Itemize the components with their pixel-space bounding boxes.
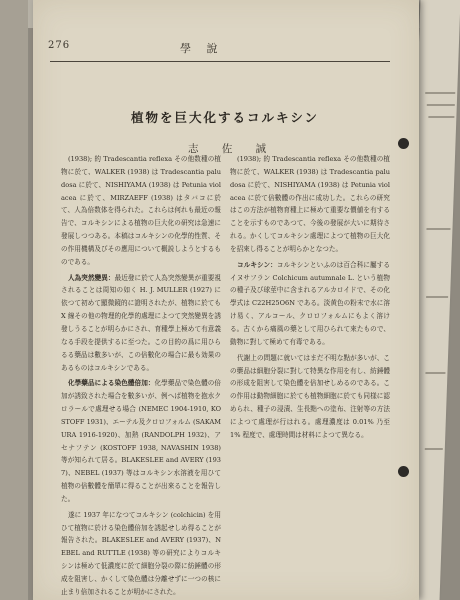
- section-label: 學 說: [180, 42, 224, 55]
- paragraph: (1938); 的 Tradescantia reflexa その他数種の植物に於て、WALKER (1938) は Tradescantia paludosa に於て、NISHIYAMA (1938) は Petunia violacea に於て倍數體の作出に成功した。これらの研究はこの方法が植物育種上に極めて重要な價値を有することを示すものであつて、今後の發展が大いに期待される。かくしてコルキシン處理によつて植物の巨大化を招來し得ることが明らかとなつた。: [230, 155, 390, 253]
- paragraph: コルキシン：コルキシンといふのは百合科に屬するイヌサフラン Colchicum autumnale L. という植物の種子及び球莖中に含まれるアルカロイドで、その化學式は C22H25O6N である。淡黄色の粉末で水に溶け易く、アルコール、クロロフォルムにもよく溶ける。古くから痛風の藥として用ひられて來たもので、動物に對して極めて有毒である。: [230, 260, 390, 346]
- paragraph: 化學藥品による染色體倍加：化學藥品で染色體の倍加が誘致された場合を數多いが、例へば植物を抱水クロラールで處理せる場合 (NEMEC 1904-1910, KOSTOFF 1931)、エーテル及クロロフォルム (SAKAMURA 1916-1920)、加熱 (RANDOLPH 1932)、アセナフテン (KOSTOFF 1938, NAVASHIN 1938) 等が知られて居る。BLAKESLEE and AVERY (1937)、NEBEL (1937) 等はコルキシン水溶液を用ひて植物の倍數體を簡單に得ることが出來ることを報告した。: [61, 379, 222, 503]
- right-text-column: [230, 153, 390, 588]
- header-rule: [50, 61, 390, 62]
- paragraph: 遂に 1937 年になつてコルキシン (colchicin) を用ひて植物に於ける染色體倍加を誘起せしめ得ることが報告された。BLAKESLEE and AVERY (1937)、NEBEL and RUTTLE (1938) 等の研究によりコルキシンは極めて低濃度に於て細胞分裂の際に紡錘體の形成を阻害し、かくして染色體は分離せずに一つの核に止まり倍加されることが明かにされた。: [61, 510, 221, 596]
- author-name: 志 佐 誠: [188, 143, 277, 155]
- page-number: 276: [48, 40, 71, 51]
- paragraph: (1938); 的 Tradescantia reflexa その他数種の植物に於て、WALKER (1938) は Tradescantia paludosa に於て、NISHIYAMA (1938) は Petunia violacea に於て、MIRZAEFF (1938) はタバコに於て、人為倍数体を得られた。これらは何れも最近の報告で、コルキシンによる植物の巨大化の研究は急速に發展しつつある。本稿はコルキシンの化學的性質、その作用機構及びその應用について概説しようとするものである。: [61, 155, 221, 266]
- binder-hole-top: [398, 138, 409, 149]
- left-text-column: [61, 153, 222, 596]
- paragraph: 人為突然變異：最近發に於て人為突然變異が重要視されることは周知の如く H. J. MULLER (1927) に依つて初めて顯微鏡的に證明されたが、植物に於ても X 線その他の物理的化學的處理によつて突然變異を誘發しうることが明らかにされ、育種學上極めて有意義なる手段を提供するに至つた。この目的の爲に用ひらるる藥品は數多いが、この倍數化の場合に最も効果のあるものはコルキシンである。: [61, 273, 222, 372]
- background-edge: [0, 0, 28, 600]
- article-title: 植物を巨大化するコルキシン: [130, 110, 320, 125]
- paragraph: 代謝上の問題に就いてはまだ不明な點が多いが、この藥品は細胞分裂に對して特異な作用を有し、紡錘體の形成を阻害して染色體を倍加せしめるのである。この作用は動物細胞に於ても植物細胞に於ても同様に認められ、種子の浸漬、生長點への塗布、注射等の方法によつて處理が行はれる。處理濃度は 0.01% 乃至 1% 程度で、處理時間は材料によつて異なる。: [230, 353, 390, 439]
- binder-hole-bottom: [398, 466, 409, 477]
